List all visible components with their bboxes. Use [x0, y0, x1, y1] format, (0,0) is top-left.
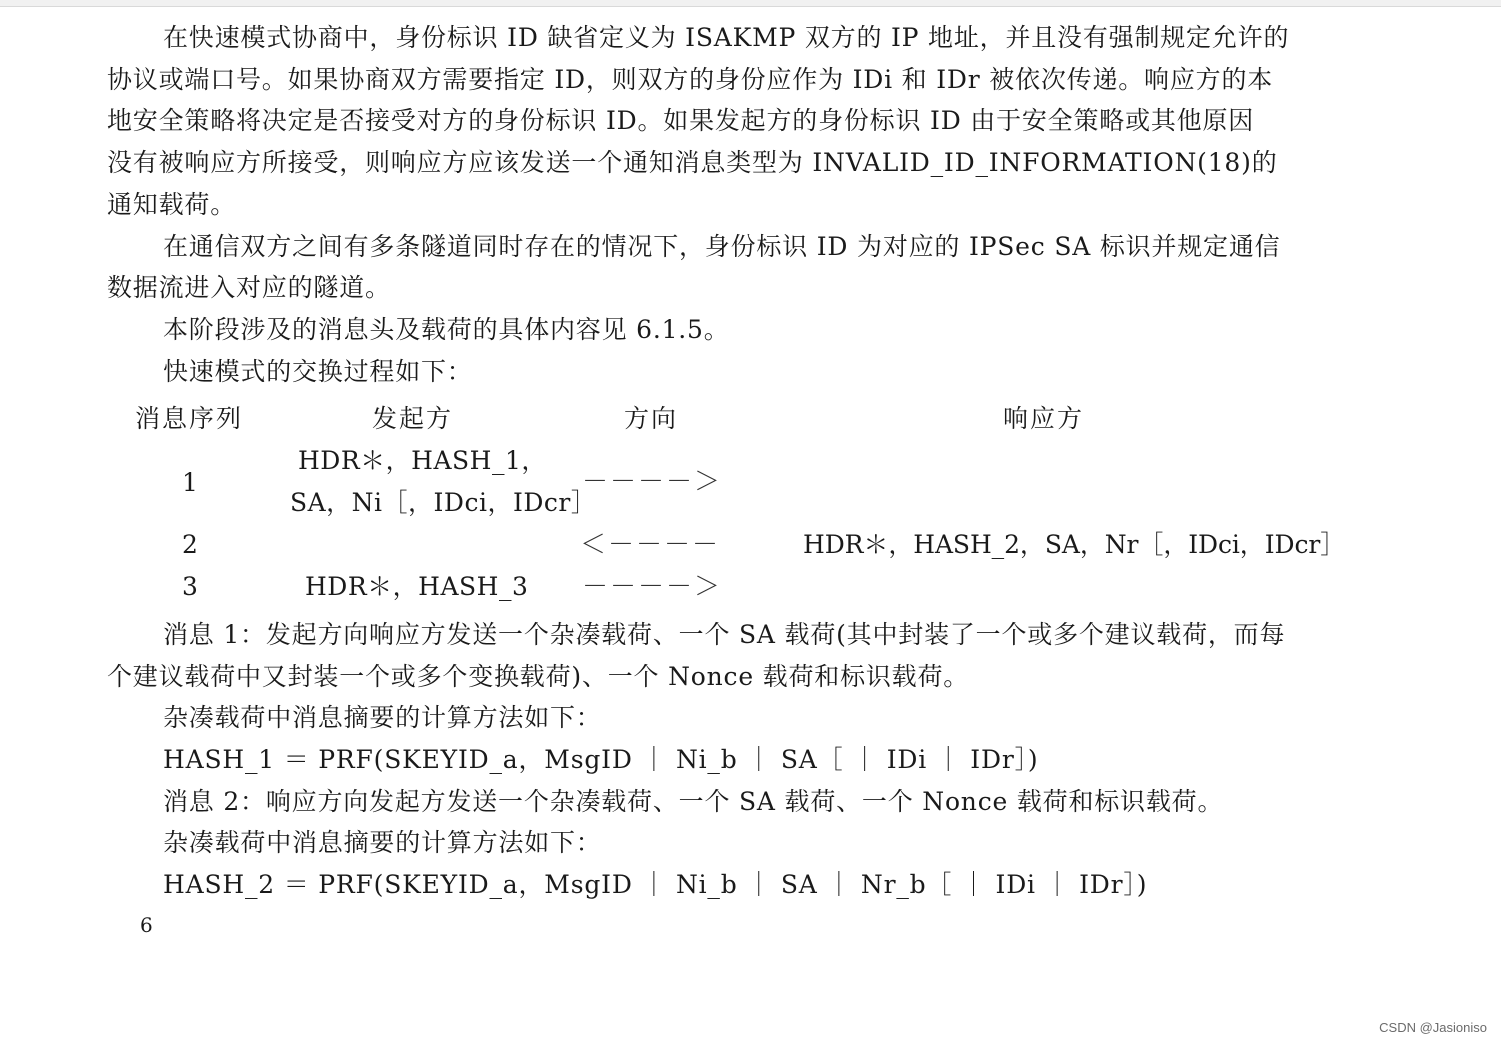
table-row-seq: 2	[182, 530, 199, 559]
initiator-message: HDR＊，HASH_3	[305, 572, 529, 601]
paragraph-line: 消息 2：响应方向发起方发送一个杂凑载荷、一个 SA 载荷、一个 Nonce 载荷和标识载荷。	[163, 787, 1224, 816]
paragraph-line: 个建议载荷中又封装一个或多个变换载荷)、一个 Nonce 载荷和标识载荷。	[107, 662, 970, 691]
paragraph-line: 数据流进入对应的隧道。	[107, 273, 391, 302]
paragraph-line: 在通信双方之间有多条隧道同时存在的情况下，身份标识 ID 为对应的 IPSec SA 标识并规定通信	[163, 232, 1281, 261]
table-row-seq: 3	[182, 572, 199, 601]
initiator-message: HDR＊，HASH_1，	[298, 446, 547, 475]
table-header-direction: 方向	[624, 404, 679, 433]
table-row-seq: 1	[182, 468, 199, 497]
formula-hash1: HASH_1 ＝ PRF(SKEYID_a，MsgID ｜ Ni_b ｜ SA［ ｜ IDi ｜ IDr］)	[163, 745, 1039, 774]
table-header-initiator: 发起方	[372, 404, 454, 433]
paragraph-line: 通知载荷。	[107, 190, 237, 219]
table-header-sequence: 消息序列	[135, 404, 244, 433]
paragraph-line: 消息 1：发起方向响应方发送一个杂凑载荷、一个 SA 载荷(其中封装了一个或多个建议载荷，而每	[163, 620, 1286, 649]
table-header-responder: 响应方	[1003, 404, 1085, 433]
paragraph-line: 杂凑载荷中消息摘要的计算方法如下：	[163, 828, 602, 857]
right-arrow-icon: －－－－＞	[582, 572, 723, 602]
left-arrow-icon: ＜－－－－	[580, 530, 721, 560]
formula-hash2: HASH_2 ＝ PRF(SKEYID_a，MsgID ｜ Ni_b ｜ SA ｜ Nr_b［ ｜ IDi ｜ IDr］)	[163, 870, 1148, 899]
paragraph-line: 没有被响应方所接受，则响应方应该发送一个通知消息类型为 INVALID_ID_INFORMATION(18)的	[107, 148, 1278, 177]
paragraph-line: 在快速模式协商中，身份标识 ID 缺省定义为 ISAKMP 双方的 IP 地址，并且没有强制规定允许的	[163, 23, 1290, 52]
paragraph-line: 协议或端口号。如果协商双方需要指定 ID，则双方的身份应作为 IDi 和 IDr 被依次传递。响应方的本	[107, 65, 1274, 94]
page-number: 6	[140, 913, 153, 937]
paragraph-line: 杂凑载荷中消息摘要的计算方法如下：	[163, 703, 602, 732]
paragraph-line: 本阶段涉及的消息头及载荷的具体内容见 6.1.5。	[163, 315, 730, 344]
responder-message: HDR＊，HASH_2，SA，Nr［，IDci，IDcr］	[803, 530, 1346, 559]
right-arrow-icon: －－－－＞	[582, 467, 723, 497]
watermark: CSDN @Jasioniso	[1379, 1020, 1487, 1035]
paragraph-line: 地安全策略将决定是否接受对方的身份标识 ID。如果发起方的身份标识 ID 由于安全策略或其他原因	[107, 106, 1255, 135]
initiator-message: SA，Ni［，IDci，IDcr］	[290, 488, 597, 517]
paragraph-line: 快速模式的交换过程如下：	[163, 357, 473, 386]
